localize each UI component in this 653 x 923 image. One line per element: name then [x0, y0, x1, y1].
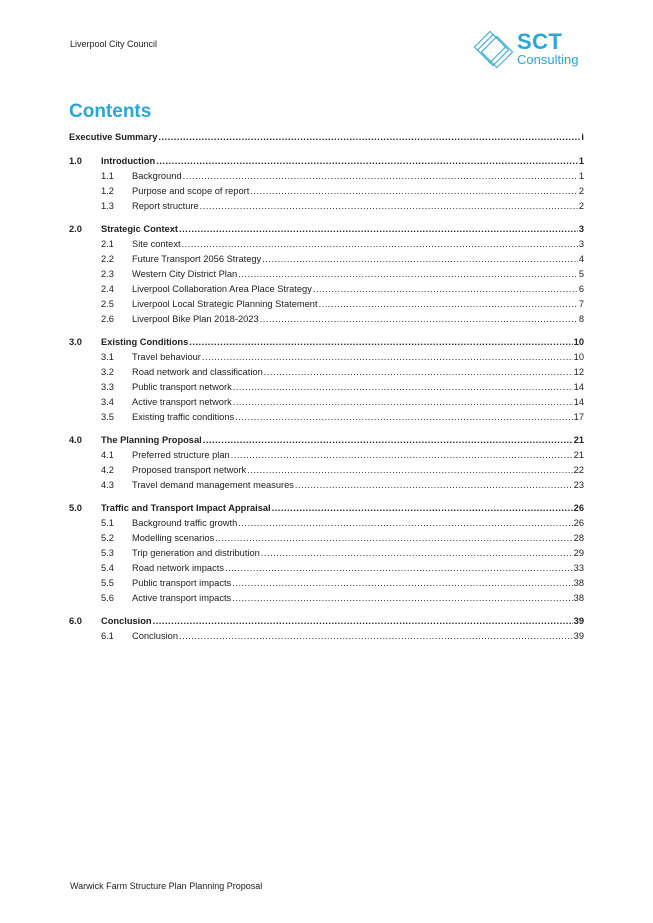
toc-item-number: 4.1 — [101, 450, 114, 460]
toc-section-title: Strategic Context — [101, 224, 178, 234]
toc-item-title: Future Transport 2056 Strategy — [132, 254, 262, 264]
toc-leader-dots — [264, 365, 573, 380]
toc-item-number: 5.1 — [101, 518, 114, 528]
toc-section-number: 2.0 — [69, 224, 82, 234]
toc-section-page: 10 — [573, 337, 584, 347]
toc-leader-dots — [238, 516, 572, 531]
toc-entry-executive-summary[interactable] — [69, 130, 584, 145]
toc-item-number: 5.4 — [101, 563, 114, 573]
toc-item-title: Modelling scenarios — [132, 533, 215, 543]
table-of-contents — [69, 130, 584, 644]
toc-item-title: Preferred structure plan — [132, 450, 230, 460]
toc-item-page: 3 — [578, 239, 584, 249]
logo-subtitle: Consulting — [517, 52, 579, 67]
toc-item-2-6[interactable] — [69, 312, 584, 327]
toc-item-page: 2 — [578, 201, 584, 211]
toc-item-4-1[interactable] — [69, 448, 584, 463]
toc-section-page: 39 — [573, 616, 584, 626]
toc-item-title: Road network and classification — [132, 367, 263, 377]
toc-section-3[interactable] — [69, 335, 584, 350]
toc-item-page: 38 — [573, 593, 584, 603]
toc-item-page: 38 — [573, 578, 584, 588]
toc-item-title: Report structure — [132, 201, 199, 211]
toc-item-3-2[interactable] — [69, 365, 584, 380]
toc-section-title: Traffic and Transport Impact Appraisal — [101, 503, 271, 513]
toc-item-3-1[interactable] — [69, 350, 584, 365]
toc-item-number: 1.3 — [101, 201, 114, 211]
toc-item-2-4[interactable] — [69, 282, 584, 297]
toc-item-title: Public transport network — [132, 382, 232, 392]
toc-item-page: 5 — [578, 269, 584, 279]
toc-item-number: 2.5 — [101, 299, 114, 309]
toc-item-4-3[interactable] — [69, 478, 584, 493]
toc-item-number: 3.2 — [101, 367, 114, 377]
toc-leader-dots — [215, 531, 572, 546]
toc-leader-dots — [247, 463, 572, 478]
toc-leader-dots — [231, 448, 573, 463]
document-client-header: Liverpool City Council — [70, 39, 158, 49]
toc-section-4[interactable] — [69, 433, 584, 448]
toc-leader-dots — [179, 629, 573, 644]
toc-item-title: Existing traffic conditions — [132, 412, 235, 422]
toc-item-title: Public transport impacts — [132, 578, 232, 588]
toc-item-2-5[interactable] — [69, 297, 584, 312]
toc-item-title: Purpose and scope of report — [132, 186, 250, 196]
toc-item-5-5[interactable] — [69, 576, 584, 591]
toc-leader-dots — [232, 591, 572, 606]
toc-item-page: 14 — [573, 382, 584, 392]
toc-section-number: 1.0 — [69, 156, 82, 166]
toc-section-page: 3 — [578, 224, 584, 234]
toc-section-2[interactable] — [69, 222, 584, 237]
toc-leader-dots — [272, 501, 573, 516]
toc-item-page: 6 — [578, 284, 584, 294]
toc-item-title: Site context — [132, 239, 181, 249]
toc-item-2-2[interactable] — [69, 252, 584, 267]
toc-item-5-1[interactable] — [69, 516, 584, 531]
toc-item-number: 5.5 — [101, 578, 114, 588]
sct-consulting-logo — [470, 30, 588, 72]
toc-item-title: Travel behaviour — [132, 352, 201, 362]
toc-entry-page: i — [581, 132, 584, 142]
toc-leader-dots — [319, 297, 578, 312]
toc-item-number: 2.4 — [101, 284, 114, 294]
toc-item-page: 4 — [578, 254, 584, 264]
toc-entry-title: Executive Summary — [69, 132, 158, 142]
toc-item-title: Travel demand management measures — [132, 480, 294, 490]
toc-item-page: 14 — [573, 397, 584, 407]
toc-item-3-3[interactable] — [69, 380, 584, 395]
toc-item-4-2[interactable] — [69, 463, 584, 478]
toc-item-number: 4.2 — [101, 465, 114, 475]
toc-item-1-3[interactable] — [69, 199, 584, 214]
toc-item-2-3[interactable] — [69, 267, 584, 282]
toc-section-number: 5.0 — [69, 503, 82, 513]
toc-section-number: 4.0 — [69, 435, 82, 445]
toc-item-page: 7 — [578, 299, 584, 309]
toc-section-1[interactable] — [69, 154, 584, 169]
toc-item-page: 21 — [573, 450, 584, 460]
toc-leader-dots — [260, 312, 578, 327]
toc-item-page: 28 — [573, 533, 584, 543]
toc-item-page: 26 — [573, 518, 584, 528]
toc-item-number: 3.3 — [101, 382, 114, 392]
toc-section-title: Existing Conditions — [101, 337, 189, 347]
toc-item-title: Liverpool Local Strategic Planning Statement — [132, 299, 318, 309]
toc-section-page: 1 — [578, 156, 584, 166]
toc-item-title: Background traffic growth — [132, 518, 238, 528]
toc-item-6-1[interactable] — [69, 629, 584, 644]
toc-section-number: 6.0 — [69, 616, 82, 626]
toc-section-page: 26 — [573, 503, 584, 513]
toc-leader-dots — [202, 350, 573, 365]
toc-item-number: 3.5 — [101, 412, 114, 422]
page-title: Contents — [69, 101, 152, 122]
toc-item-2-1[interactable] — [69, 237, 584, 252]
logo-diamond-icon — [470, 30, 516, 72]
toc-item-3-4[interactable] — [69, 395, 584, 410]
toc-leader-dots — [183, 169, 578, 184]
toc-item-number: 2.2 — [101, 254, 114, 264]
toc-item-page: 2 — [578, 186, 584, 196]
toc-leader-dots — [262, 252, 578, 267]
toc-section-page: 21 — [573, 435, 584, 445]
toc-item-number: 1.1 — [101, 171, 114, 181]
toc-leader-dots — [233, 395, 573, 410]
toc-item-page: 29 — [573, 548, 584, 558]
toc-item-title: Trip generation and distribution — [132, 548, 260, 558]
toc-item-number: 5.3 — [101, 548, 114, 558]
toc-leader-dots — [203, 433, 573, 448]
toc-section-title: The Planning Proposal — [101, 435, 202, 445]
toc-item-number: 2.3 — [101, 269, 114, 279]
toc-leader-dots — [158, 130, 580, 145]
document-footer: Warwick Farm Structure Plan Planning Proposal — [70, 881, 263, 891]
toc-item-title: Active transport impacts — [132, 593, 232, 603]
toc-item-number: 4.3 — [101, 480, 114, 490]
toc-item-page: 8 — [578, 314, 584, 324]
toc-leader-dots — [200, 199, 578, 214]
toc-leader-dots — [156, 154, 578, 169]
toc-leader-dots — [153, 614, 573, 629]
toc-item-1-2[interactable] — [69, 184, 584, 199]
toc-item-5-6[interactable] — [69, 591, 584, 606]
toc-item-5-3[interactable] — [69, 546, 584, 561]
toc-item-title: Background — [132, 171, 182, 181]
toc-leader-dots — [232, 576, 572, 591]
toc-item-title: Liverpool Bike Plan 2018-2023 — [132, 314, 259, 324]
toc-item-page: 12 — [573, 367, 584, 377]
toc-item-title: Active transport network — [132, 397, 232, 407]
toc-item-number: 3.4 — [101, 397, 114, 407]
toc-section-number: 3.0 — [69, 337, 82, 347]
toc-section-5[interactable] — [69, 501, 584, 516]
toc-item-number: 6.1 — [101, 631, 114, 641]
toc-leader-dots — [225, 561, 573, 576]
toc-item-title: Road network impacts — [132, 563, 224, 573]
toc-item-page: 10 — [573, 352, 584, 362]
toc-item-page: 22 — [573, 465, 584, 475]
toc-item-title: Proposed transport network — [132, 465, 247, 475]
toc-item-page: 39 — [573, 631, 584, 641]
toc-leader-dots — [179, 222, 578, 237]
toc-item-number: 5.6 — [101, 593, 114, 603]
toc-leader-dots — [250, 184, 578, 199]
toc-leader-dots — [313, 282, 578, 297]
toc-item-page: 1 — [578, 171, 584, 181]
toc-leader-dots — [189, 335, 572, 350]
toc-section-6[interactable] — [69, 614, 584, 629]
logo-name: SCT — [517, 29, 563, 54]
toc-section-title: Conclusion — [101, 616, 152, 626]
toc-item-title: Conclusion — [132, 631, 178, 641]
toc-leader-dots — [238, 267, 578, 282]
toc-item-title: Western City District Plan — [132, 269, 238, 279]
toc-item-title: Liverpool Collaboration Area Place Strategy — [132, 284, 312, 294]
toc-item-5-4[interactable] — [69, 561, 584, 576]
toc-leader-dots — [182, 237, 578, 252]
toc-item-number: 2.1 — [101, 239, 114, 249]
toc-leader-dots — [295, 478, 573, 493]
toc-leader-dots — [261, 546, 573, 561]
toc-item-5-2[interactable] — [69, 531, 584, 546]
toc-item-3-5[interactable] — [69, 410, 584, 425]
toc-item-number: 1.2 — [101, 186, 114, 196]
toc-item-page: 33 — [573, 563, 584, 573]
toc-item-number: 3.1 — [101, 352, 114, 362]
toc-leader-dots — [233, 380, 573, 395]
toc-item-number: 2.6 — [101, 314, 114, 324]
toc-item-page: 17 — [573, 412, 584, 422]
toc-section-title: Introduction — [101, 156, 156, 166]
toc-item-page: 23 — [573, 480, 584, 490]
toc-item-number: 5.2 — [101, 533, 114, 543]
toc-leader-dots — [235, 410, 573, 425]
toc-item-1-1[interactable] — [69, 169, 584, 184]
